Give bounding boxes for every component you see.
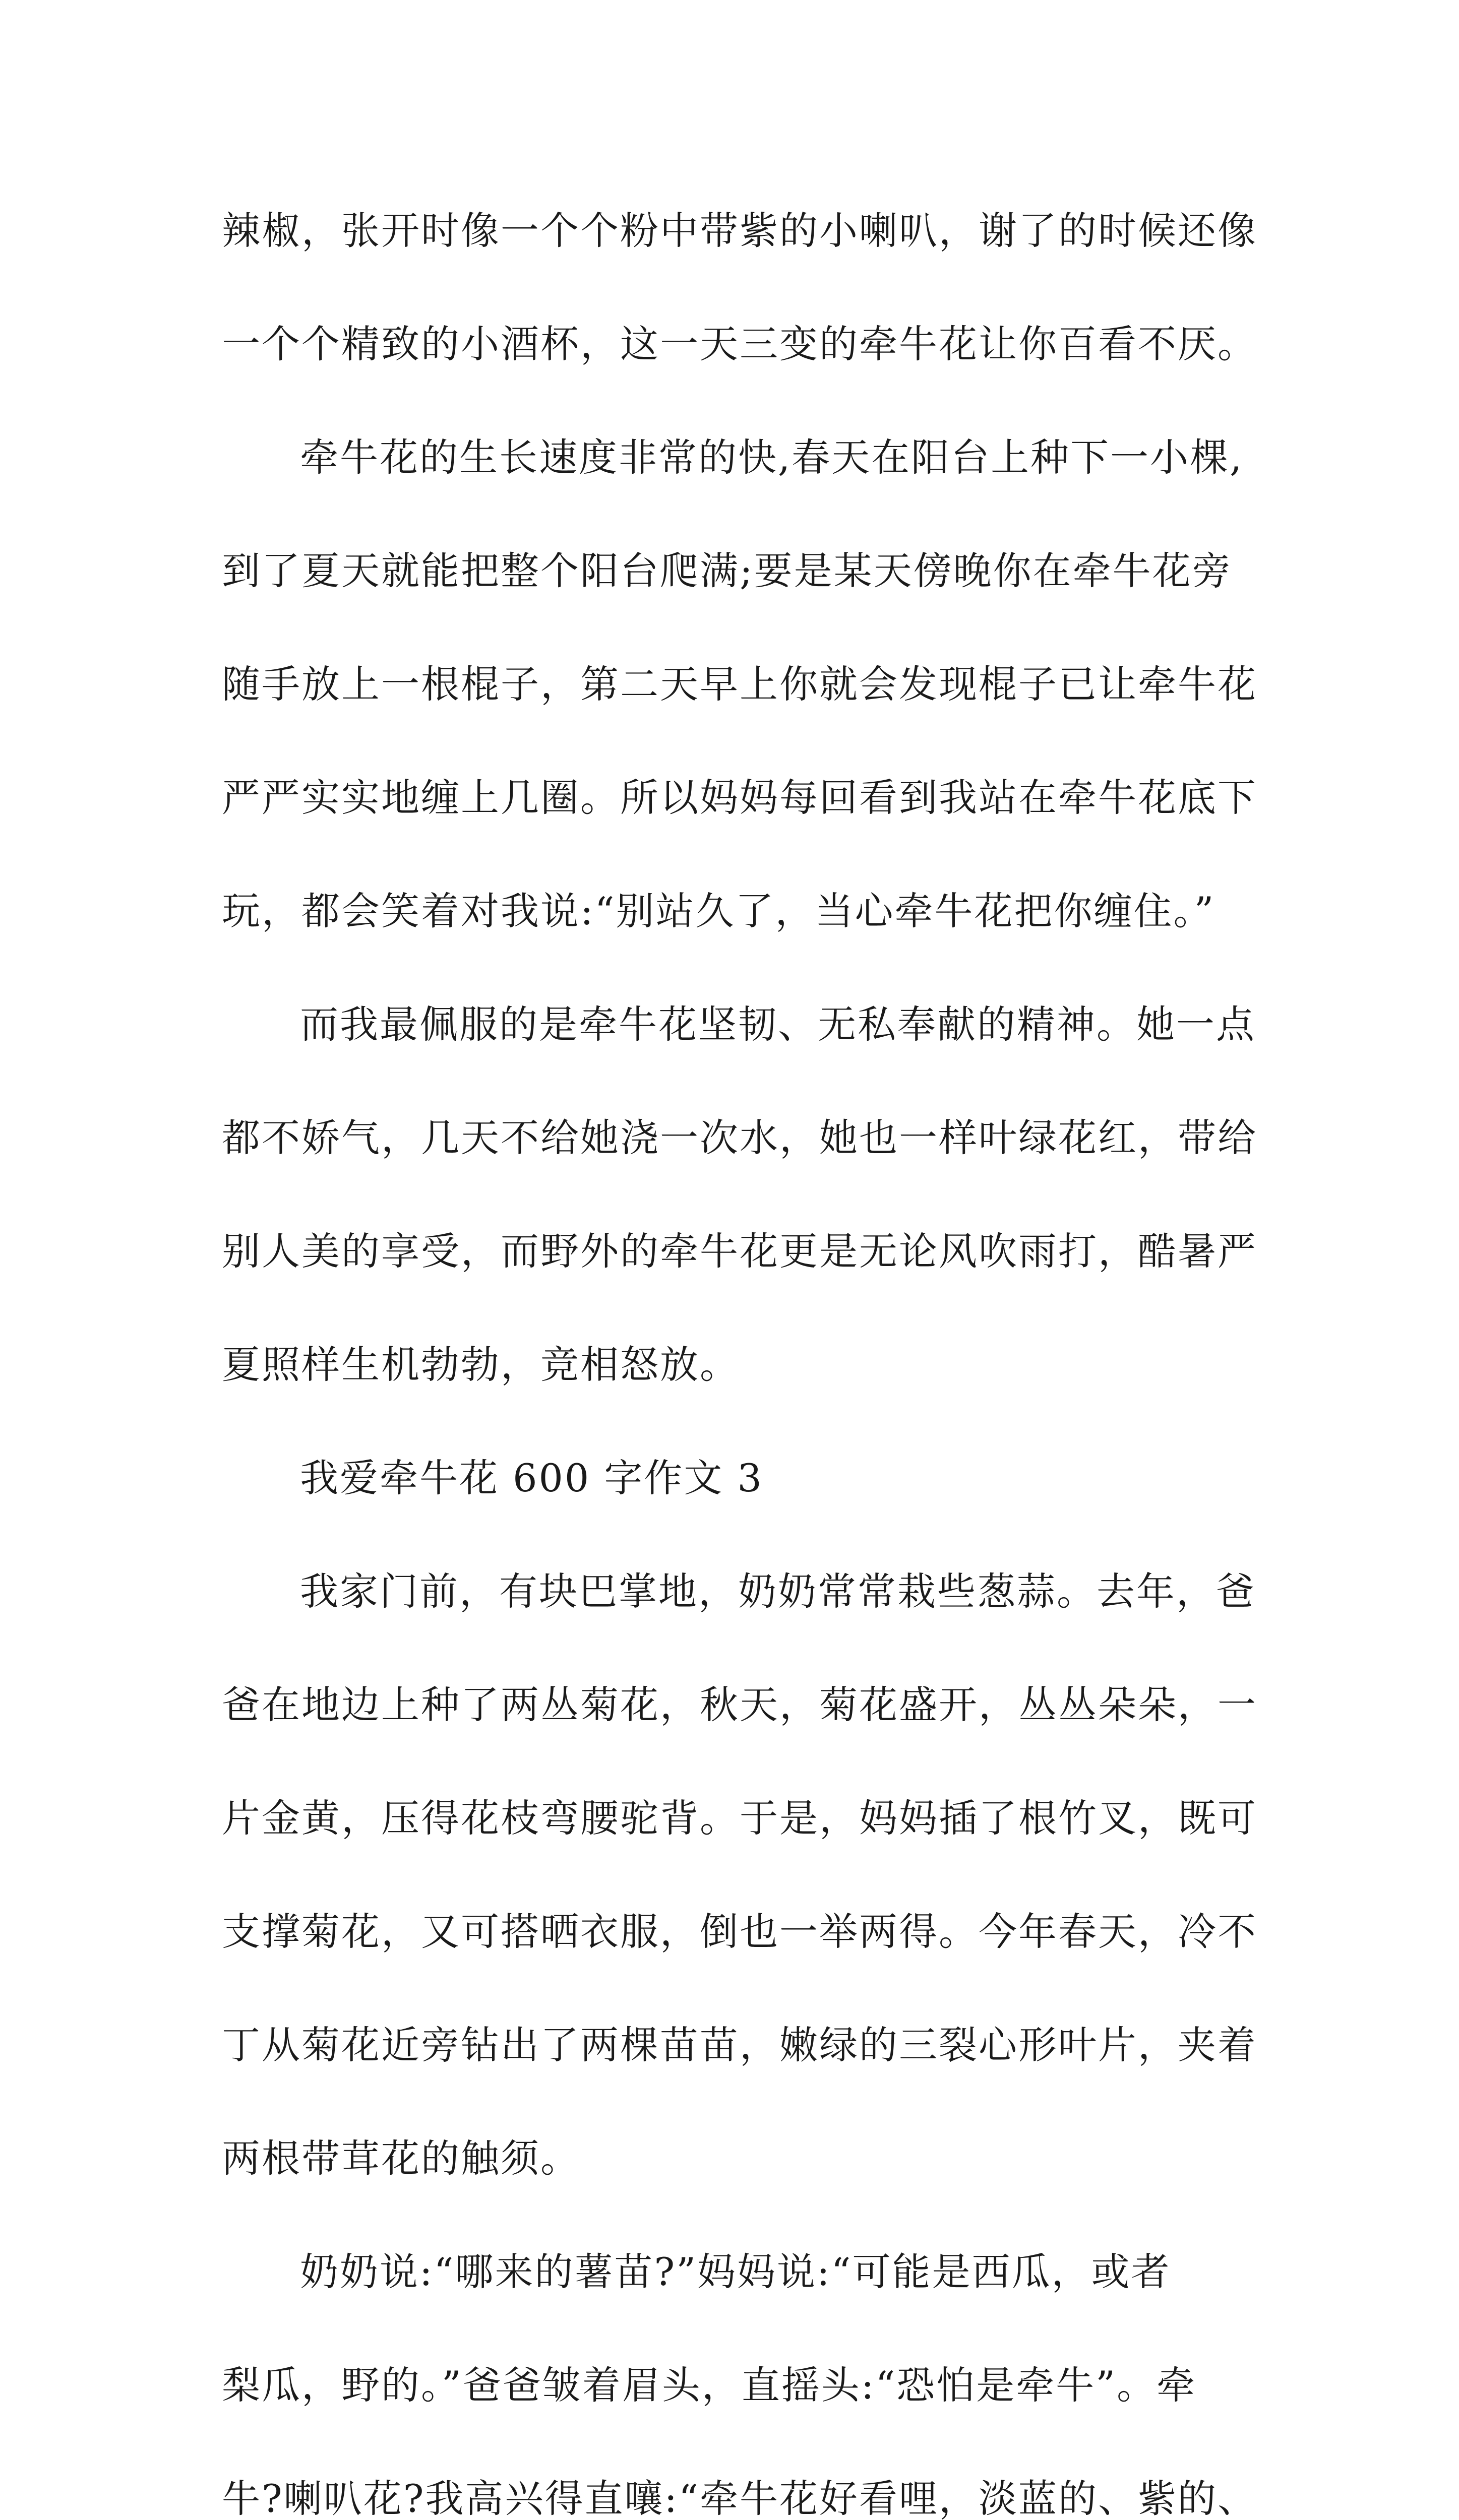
text-line: 支撑菊花，又可搭晒衣服，倒也一举两得。今年春天，冷不 [222, 1909, 1257, 1954]
text-line: 严严实实地缠上几圈。所以妈妈每回看到我站在牵牛花底下 [222, 775, 1257, 820]
text-line: 夏照样生机勃勃，竞相怒放。 [222, 1342, 740, 1387]
text-line: 一个个精致的小酒杯，这一天三变的牵牛花让你百看不厌。 [222, 322, 1257, 366]
text-line: 都不娇气，几天不给她浇一次水，她也一样叶绿花红，带给 [222, 1115, 1257, 1160]
text-line: 爸在地边上种了两丛菊花，秋天，菊花盛开，丛丛朵朵，一 [222, 1682, 1257, 1727]
text-line: 到了夏天就能把整个阳台爬满;要是某天傍晚你在牵牛花旁 [222, 548, 1232, 593]
text-line: 随手放上一根棍子，第二天早上你就会发现棍子已让牵牛花 [222, 662, 1257, 707]
text-line: 我家门前，有块巴掌地，奶奶常常栽些葱蒜。去年，爸 [300, 1569, 1256, 1614]
text-line: 片金黄，压得花枝弯腰驼背。于是，妈妈插了根竹叉，既可 [222, 1796, 1257, 1841]
document-body [222, 174, 1255, 2520]
text-line: 梨瓜，野的。”爸爸皱着眉头，直摇头:“恐怕是牵牛”。牵 [222, 2363, 1197, 2408]
text-line: 而我最佩服的是牵牛花坚韧、无私奉献的精神。她一点 [300, 1002, 1256, 1047]
text-line: 奶奶说:“哪来的薯苗?”妈妈说:“可能是西瓜，或者 [300, 2249, 1171, 2294]
text-line: 辣椒，张开时像一个个粉中带紫的小喇叭，谢了的时候还像 [222, 208, 1257, 253]
text-line: 两根带茸花的触须。 [222, 2136, 580, 2181]
text-line: 我爱牵牛花 600 字作文 3 [300, 1456, 763, 1500]
text-line: 玩，都会笑着对我说:“别站久了，当心牵牛花把你缠住。” [222, 889, 1215, 933]
text-line: 牛?喇叭花?我高兴得直嚷:“牵牛花好看哩，淡蓝的、紫的、 [222, 2476, 1257, 2520]
text-line: 别人美的享受，而野外的牵牛花更是无论风吹雨打，酷暑严 [222, 1229, 1257, 1274]
text-line: 牵牛花的生长速度非常的快,春天在阳台上种下一小棵, [300, 435, 1244, 480]
text-line: 丁从菊花近旁钻出了两棵苗苗，嫩绿的三裂心形叶片，夹着 [222, 2023, 1257, 2067]
